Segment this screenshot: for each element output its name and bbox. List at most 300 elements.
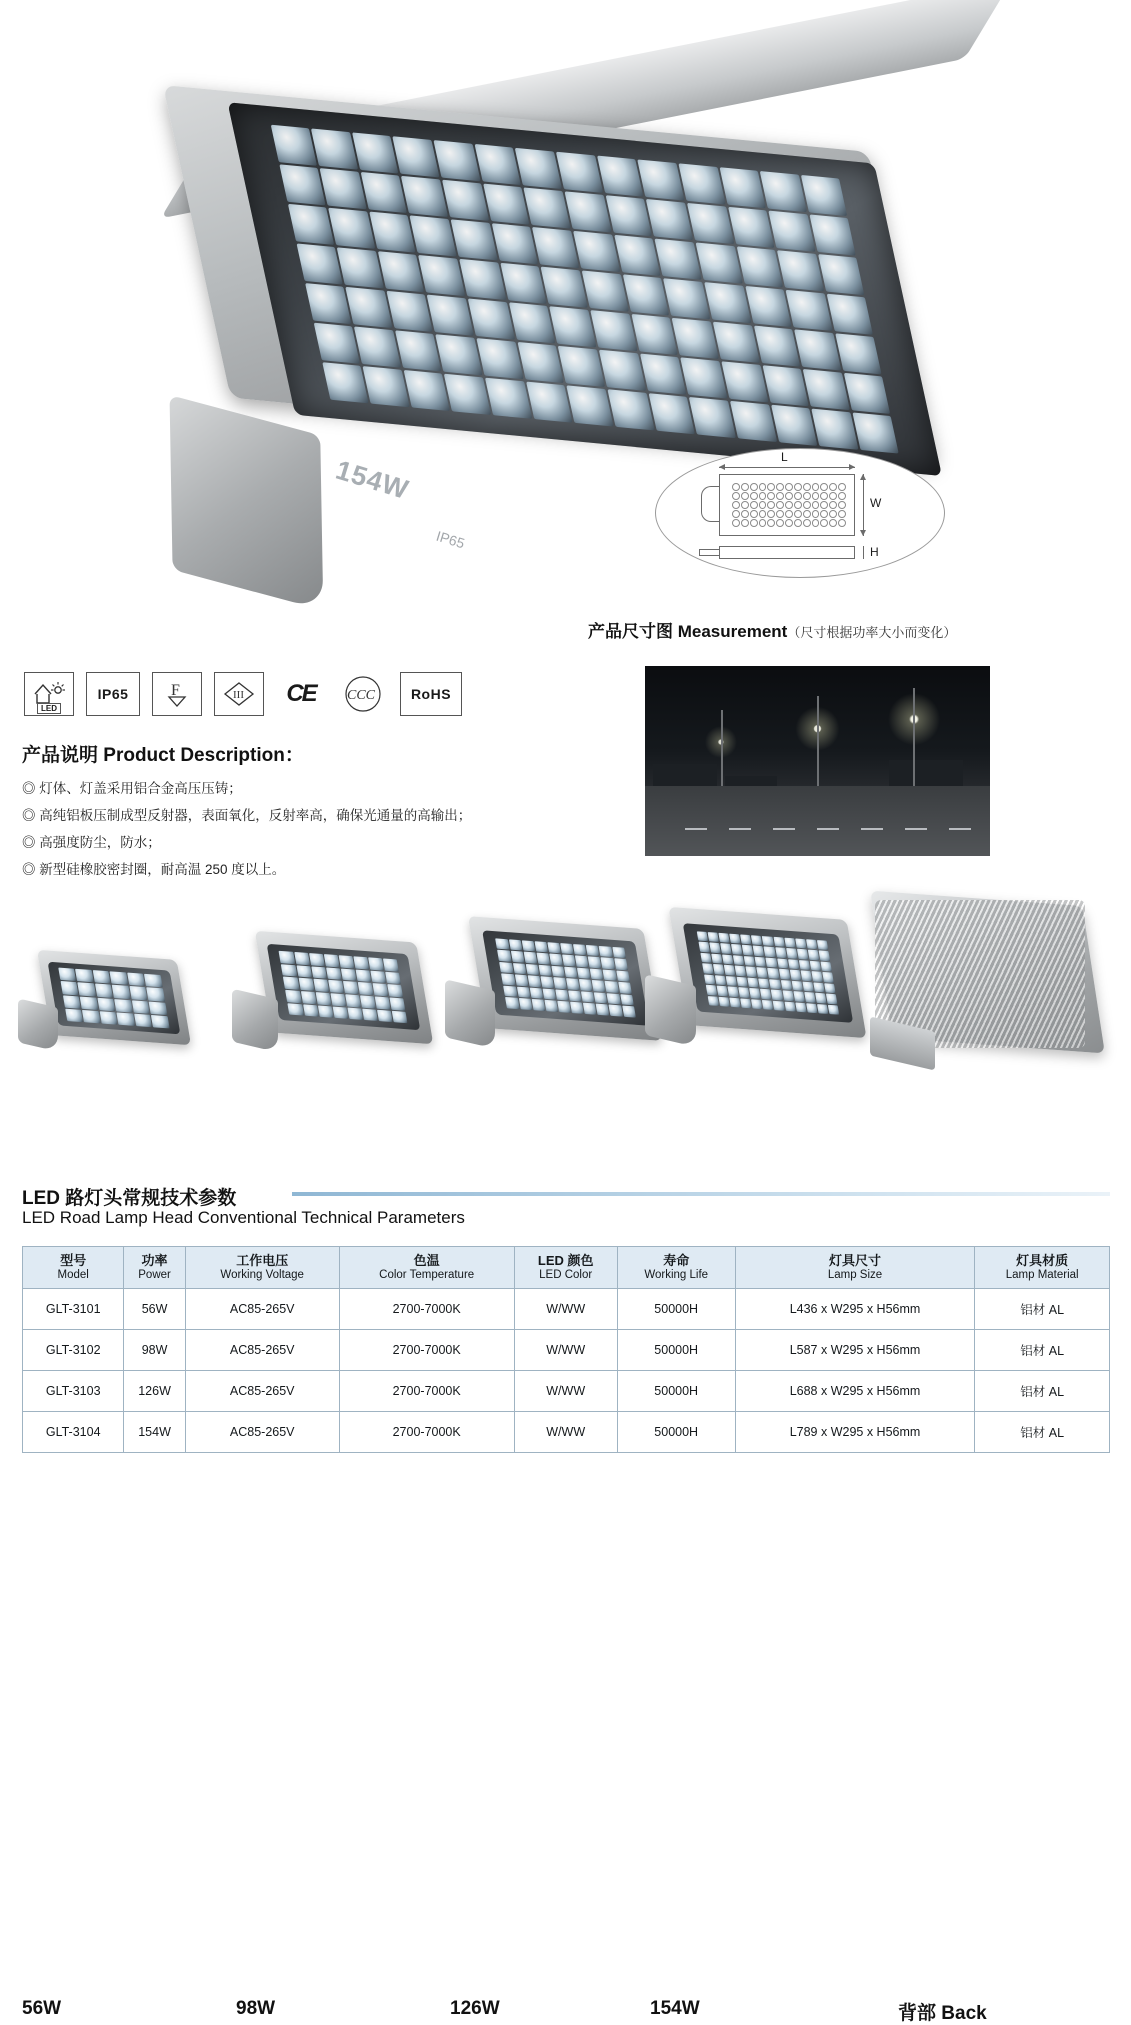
led-lens-cell — [427, 295, 474, 336]
led-lens-cell — [451, 219, 498, 260]
led-lens-cell — [305, 283, 352, 324]
house-led-icon-label: LED — [37, 703, 61, 714]
product-description-item: ◎ 灯体、灯盖采用铝合金高压压铸； — [22, 781, 242, 796]
led-lens-cell — [562, 955, 576, 967]
led-lens-cell — [330, 993, 346, 1006]
led-lens-cell — [341, 968, 357, 981]
column-header-en: Model — [57, 1268, 89, 1281]
table-cell: W/WW — [514, 1371, 617, 1412]
led-lens-cell — [313, 979, 329, 992]
measurement-caption-note: （尺寸根据功率大小而变化） — [787, 625, 957, 640]
led-lens-cell — [527, 976, 541, 988]
measurement-led-dot — [829, 492, 837, 500]
led-lens-cell — [76, 968, 94, 982]
hero-wattage-label: 154W — [332, 454, 413, 506]
led-lens-cell — [549, 306, 596, 347]
led-lens-cell — [315, 992, 331, 1005]
table-column-header — [617, 1247, 735, 1289]
led-lens-cell — [510, 951, 524, 963]
table-cell: GLT-3103 — [23, 1371, 124, 1412]
led-lens-cell — [491, 223, 538, 264]
column-header-en: Working Voltage — [220, 1268, 304, 1281]
table-cell: W/WW — [514, 1330, 617, 1371]
led-lens-cell — [707, 996, 719, 1006]
led-lens-cell — [795, 1002, 807, 1012]
table-cell: 126W — [124, 1371, 185, 1412]
table-column-header — [514, 1247, 617, 1289]
led-lens-cell — [401, 176, 448, 217]
led-lens-cell — [97, 997, 115, 1011]
ce-mark-icon — [276, 672, 326, 716]
table-cell: AC85-265V — [185, 1412, 339, 1453]
led-lens-cell — [566, 979, 580, 991]
led-lens-cell — [744, 956, 756, 967]
measurement-led-dot — [741, 510, 749, 518]
measurement-caption-main: 产品尺寸图 Measurement — [588, 622, 788, 641]
measurement-led-dot — [732, 510, 740, 518]
led-lens-cell — [751, 935, 763, 945]
led-lens-cell — [782, 990, 794, 1001]
led-lens-cell — [786, 948, 798, 959]
night-street-photo — [645, 666, 990, 856]
led-lens-cell — [145, 973, 163, 987]
measurement-led-dot — [776, 510, 784, 518]
led-lens-cell — [824, 983, 836, 994]
led-lens-cell — [324, 954, 340, 967]
measurement-side-bracket — [699, 549, 721, 556]
led-lens-cell — [582, 270, 629, 311]
column-header-en: Lamp Size — [827, 1268, 883, 1281]
led-lens-cell — [393, 136, 440, 177]
led-lens-cell — [702, 963, 714, 974]
led-lens-cell — [780, 980, 792, 991]
led-lens-cell — [767, 968, 779, 979]
measurement-led-dot — [750, 510, 758, 518]
measurement-led-dot — [794, 483, 802, 491]
led-lens-cell — [418, 255, 465, 296]
led-lens-cell — [718, 996, 730, 1006]
led-lens-cell — [597, 156, 644, 197]
led-lens-cell — [353, 956, 369, 969]
table-cell: 铝材 AL — [975, 1412, 1110, 1453]
product-description-item: ◎ 高纯铝板压制成型反射器，表面氧化，反射率高，确保光通量的高输出； — [22, 808, 472, 823]
lamp-caption-98w: 98W — [236, 1998, 276, 2019]
led-lens-cell — [709, 942, 721, 953]
led-lens-cell — [444, 374, 491, 415]
led-lens-cell — [718, 932, 730, 942]
measurement-led-dot — [820, 492, 828, 500]
led-lens-cell — [807, 950, 819, 961]
led-lens-cell — [751, 999, 763, 1009]
column-header-zh: LED 颜色 — [537, 1252, 594, 1268]
measurement-led-dot — [812, 519, 820, 527]
led-lens-cell — [663, 278, 710, 319]
led-lens-cell — [784, 1001, 796, 1011]
led-lens-cell — [309, 953, 325, 966]
led-lens-cell — [601, 958, 615, 970]
led-lens-cell — [151, 1015, 169, 1029]
table-row — [23, 1412, 1110, 1453]
measurement-led-dot — [750, 501, 758, 509]
led-lens-cell — [590, 310, 637, 351]
led-lens-cell — [614, 959, 628, 971]
led-lens-cell — [127, 972, 145, 986]
led-lens-cell — [771, 990, 783, 1001]
measurement-led-dot — [776, 492, 784, 500]
led-lens-cell — [828, 1004, 840, 1014]
led-lens-cell — [298, 978, 314, 991]
table-title-rule — [292, 1192, 1110, 1196]
led-lens-cell — [784, 937, 796, 947]
led-lens-cell — [147, 987, 165, 1001]
column-header-zh: 工作电压 — [236, 1252, 289, 1268]
led-lens-cell — [775, 947, 787, 958]
led-lens-cell — [549, 954, 563, 966]
column-header-zh: 寿命 — [663, 1252, 690, 1268]
led-lens-cell — [288, 1003, 304, 1016]
lamp-caption-56w: 56W — [22, 1998, 62, 2019]
lamp-variant-98w — [228, 916, 438, 1071]
measurement-led-dot — [759, 492, 767, 500]
measurement-led-dot — [838, 519, 846, 527]
led-lens-cell — [707, 932, 719, 942]
led-lens-cell — [695, 242, 742, 283]
column-header-en: Color Temperature — [379, 1268, 475, 1281]
led-lens-cell — [523, 952, 537, 964]
measurement-width-arrow — [863, 474, 864, 536]
led-lens-cell — [583, 1004, 597, 1016]
led-lens-cell — [294, 952, 310, 965]
table-row — [23, 1330, 1110, 1371]
led-lens-cell — [532, 227, 579, 268]
led-lens-cell — [734, 966, 746, 977]
led-lens-cell — [712, 964, 724, 975]
table-cell: W/WW — [514, 1289, 617, 1330]
measurement-side-view — [719, 546, 855, 559]
ip65-icon-label: IP65 — [97, 686, 129, 702]
rohs-mark-icon — [400, 672, 462, 716]
led-lens-cell — [646, 199, 693, 240]
measurement-led-dot — [750, 483, 758, 491]
led-lens-cell — [345, 994, 361, 1007]
led-lens-cell — [607, 389, 654, 430]
table-column-header — [23, 1247, 124, 1289]
measurement-led-dot — [803, 501, 811, 509]
led-lens-cell — [818, 254, 865, 295]
measurement-led-dot — [829, 483, 837, 491]
lamp-caption-154w: 154W — [650, 1998, 700, 2019]
led-lens-cell — [531, 1000, 545, 1012]
led-lens-cell — [360, 172, 407, 213]
led-lens-cell — [586, 945, 600, 957]
led-lens-cell — [789, 970, 801, 981]
led-lens-cell — [410, 215, 457, 256]
led-lens-cell — [296, 243, 343, 284]
led-lens-cell — [603, 970, 617, 982]
led-lens-cell — [791, 980, 803, 991]
led-lens-cell — [442, 180, 489, 221]
led-lens-cell — [568, 991, 582, 1003]
led-lens-cell — [809, 960, 821, 971]
measurement-led-dot — [776, 483, 784, 491]
led-lens-cell — [556, 152, 603, 193]
measurement-led-dot — [829, 510, 837, 518]
led-lens-cell — [599, 350, 646, 391]
led-lens-cell — [607, 993, 621, 1005]
product-description-item: ◎ 新型硅橡胶密封圈，耐高温 250 度以上。 — [22, 862, 286, 877]
led-lens-cell — [616, 971, 630, 983]
led-lens-cell — [95, 983, 113, 997]
led-lens-cell — [328, 980, 344, 993]
led-lens-cell — [795, 938, 807, 948]
table-row — [23, 1289, 1110, 1330]
led-lens-cell — [347, 1007, 363, 1020]
led-lens-cell — [733, 955, 745, 966]
table-cell: 154W — [124, 1412, 185, 1453]
led-lens-cell — [326, 967, 342, 980]
measurement-height-label: H — [870, 545, 879, 559]
led-lens-cell — [354, 326, 401, 367]
led-lens-cell — [270, 125, 317, 166]
table-cell: W/WW — [514, 1412, 617, 1453]
led-lens-cell — [573, 944, 587, 956]
led-lens-cell — [672, 318, 719, 359]
led-lens-cell — [648, 393, 695, 434]
table-cell: 铝材 AL — [975, 1371, 1110, 1412]
measurement-led-dot — [785, 483, 793, 491]
measurement-width-label: W — [870, 496, 882, 510]
led-lens-cell — [497, 950, 511, 962]
measurement-led-dot — [838, 501, 846, 509]
measurement-led-dot — [785, 510, 793, 518]
led-lens-cell — [93, 970, 111, 984]
product-description-title: 产品说明 Product Description： — [22, 745, 304, 766]
led-lens-cell — [557, 1002, 571, 1014]
led-lens-cell — [318, 1005, 334, 1018]
led-lens-cell — [112, 985, 130, 999]
led-lens-cell — [358, 982, 374, 995]
column-header-zh: 型号 — [60, 1252, 87, 1268]
column-header-zh: 功率 — [141, 1252, 168, 1268]
table-cell: L436 x W295 x H56mm — [735, 1289, 975, 1330]
column-header-en: Working Life — [644, 1268, 709, 1281]
led-lens-cell — [337, 247, 384, 288]
led-lens-cell — [703, 974, 715, 985]
led-lens-cell — [377, 1010, 393, 1023]
measurement-led-dot — [732, 492, 740, 500]
measurement-led-dot — [794, 501, 802, 509]
led-lens-cell — [817, 940, 829, 950]
certification-icon-row — [24, 672, 462, 716]
led-lens-cell — [311, 966, 327, 979]
led-lens-cell — [714, 975, 726, 986]
led-lens-cell — [787, 959, 799, 970]
table-cell: 56W — [124, 1289, 185, 1330]
led-lens-cell — [731, 944, 743, 955]
measurement-led-dot — [767, 519, 775, 527]
measurement-length-arrow — [719, 467, 855, 468]
led-lens-cell — [798, 960, 810, 971]
led-lens-cell — [529, 988, 543, 1000]
led-lens-cell — [811, 409, 858, 450]
table-cell: 2700-7000K — [339, 1371, 514, 1412]
led-lens-cell — [320, 168, 367, 209]
led-lens-cell — [599, 946, 613, 958]
led-lens-cell — [786, 290, 833, 331]
led-lens-cell — [745, 286, 792, 327]
led-lens-cell — [809, 214, 856, 255]
led-lens-cell — [564, 967, 578, 979]
led-lens-cell — [58, 967, 76, 981]
measurement-led-dot — [759, 510, 767, 518]
led-lens-cell — [516, 987, 530, 999]
measurement-bracket-shape — [701, 486, 721, 522]
measurement-length-label: L — [781, 450, 788, 464]
led-lens-cell — [769, 979, 781, 990]
column-header-zh: 色温 — [413, 1252, 440, 1268]
led-lens-cell — [551, 966, 565, 978]
led-lens-cell — [110, 971, 128, 985]
led-lens-cell — [395, 330, 442, 371]
table-cell: 铝材 AL — [975, 1330, 1110, 1371]
column-header-en: Lamp Material — [1005, 1268, 1079, 1281]
led-lens-cell — [518, 999, 532, 1011]
led-lens-cell — [286, 990, 302, 1003]
lamp-mounting-bracket — [170, 395, 324, 610]
led-lens-cell — [631, 314, 678, 355]
led-lens-cell — [736, 246, 783, 287]
measurement-led-dot — [776, 519, 784, 527]
measurement-led-dot — [741, 492, 749, 500]
class-iii-icon — [214, 672, 264, 716]
measurement-led-dot — [794, 519, 802, 527]
table-header-row — [23, 1247, 1110, 1289]
led-lens-cell — [806, 1003, 818, 1013]
measurement-led-dot — [785, 519, 793, 527]
led-lens-cell — [360, 995, 376, 1008]
measurement-led-dot — [767, 492, 775, 500]
led-lens-cell — [801, 175, 848, 216]
led-lens-cell — [822, 972, 834, 983]
led-lens-cell — [605, 195, 652, 236]
table-cell: L789 x W295 x H56mm — [735, 1412, 975, 1453]
led-lens-cell — [459, 259, 506, 300]
table-column-header — [975, 1247, 1110, 1289]
led-lens-cell — [716, 986, 728, 997]
led-lens-cell — [356, 969, 372, 982]
led-lens-cell — [61, 981, 79, 995]
measurement-led-dot — [838, 483, 846, 491]
led-lens-cell — [622, 274, 669, 315]
led-lens-cell — [373, 983, 389, 996]
table-column-header — [185, 1247, 339, 1289]
measurement-led-dot — [820, 519, 828, 527]
column-header-en: LED Color — [539, 1268, 593, 1281]
led-lens-cell — [378, 251, 425, 292]
led-lens-cell — [618, 983, 632, 995]
led-lens-cell — [802, 981, 814, 992]
led-lens-cell — [680, 357, 727, 398]
measurement-led-dot — [767, 510, 775, 518]
lens-grid — [270, 125, 899, 454]
led-lens-cell — [590, 969, 604, 981]
measurement-led-dot — [750, 492, 758, 500]
led-lens-cell — [614, 235, 661, 276]
led-lens-cell — [311, 129, 358, 170]
led-lens-cell — [500, 263, 547, 304]
led-lens-cell — [704, 282, 751, 323]
table-cell: AC85-265V — [185, 1289, 339, 1330]
led-lens-cell — [279, 164, 326, 205]
measurement-led-dot — [767, 483, 775, 491]
led-lens-cell — [818, 950, 830, 961]
table-cell: GLT-3101 — [23, 1289, 124, 1330]
led-lens-cell — [747, 977, 759, 988]
led-lens-cell — [573, 231, 620, 272]
led-lens-cell — [844, 373, 891, 414]
measurement-led-dot — [820, 501, 828, 509]
led-lens-cell — [800, 970, 812, 981]
led-lens-cell — [322, 362, 369, 403]
led-lens-cell — [332, 1006, 348, 1019]
led-lens-cell — [352, 132, 399, 173]
led-lens-cell — [794, 329, 841, 370]
measurement-led-dot — [803, 519, 811, 527]
table-cell: GLT-3104 — [23, 1412, 124, 1453]
measurement-led-dot — [732, 501, 740, 509]
led-lens-cell — [474, 144, 521, 185]
led-lens-cell — [655, 239, 702, 280]
led-lens-cell — [696, 931, 708, 941]
led-lens-cell — [778, 969, 790, 980]
led-lens-cell — [369, 212, 416, 253]
measurement-led-dot — [732, 483, 740, 491]
led-lens-cell — [773, 1000, 785, 1010]
led-lens-cell — [620, 994, 634, 1006]
led-lens-cell — [579, 980, 593, 992]
table-cell: 2700-7000K — [339, 1289, 514, 1330]
led-lens-cell — [760, 989, 772, 1000]
led-lens-cell — [544, 1001, 558, 1013]
led-lens-cell — [722, 954, 734, 965]
measurement-led-dot — [741, 519, 749, 527]
table-row — [23, 1371, 1110, 1412]
table-cell: AC85-265V — [185, 1330, 339, 1371]
led-lens-cell — [514, 975, 528, 987]
led-lens-cell — [547, 942, 561, 954]
led-lens-cell — [594, 993, 608, 1005]
led-lens-cell — [730, 401, 777, 442]
led-lens-cell — [536, 953, 550, 965]
led-lens-cell — [499, 962, 513, 974]
measurement-led-dot — [785, 492, 793, 500]
led-lens-cell — [436, 334, 483, 375]
led-lens-cell — [765, 957, 777, 968]
led-lens-cell — [815, 993, 827, 1004]
table-title-en: LED Road Lamp Head Conventional Technical Parameters — [22, 1208, 465, 1227]
led-lens-cell — [558, 346, 605, 387]
led-lens-cell — [525, 964, 539, 976]
led-lens-cell — [368, 957, 384, 970]
led-lens-cell — [687, 203, 734, 244]
led-lens-cell — [339, 955, 355, 968]
table-column-header — [124, 1247, 185, 1289]
led-lens-cell — [117, 1012, 135, 1026]
measurement-led-dots — [732, 483, 846, 527]
hero-ip-label: IP65 — [434, 527, 467, 552]
led-lens-cell — [388, 985, 404, 998]
table-cell: 50000H — [617, 1412, 735, 1453]
